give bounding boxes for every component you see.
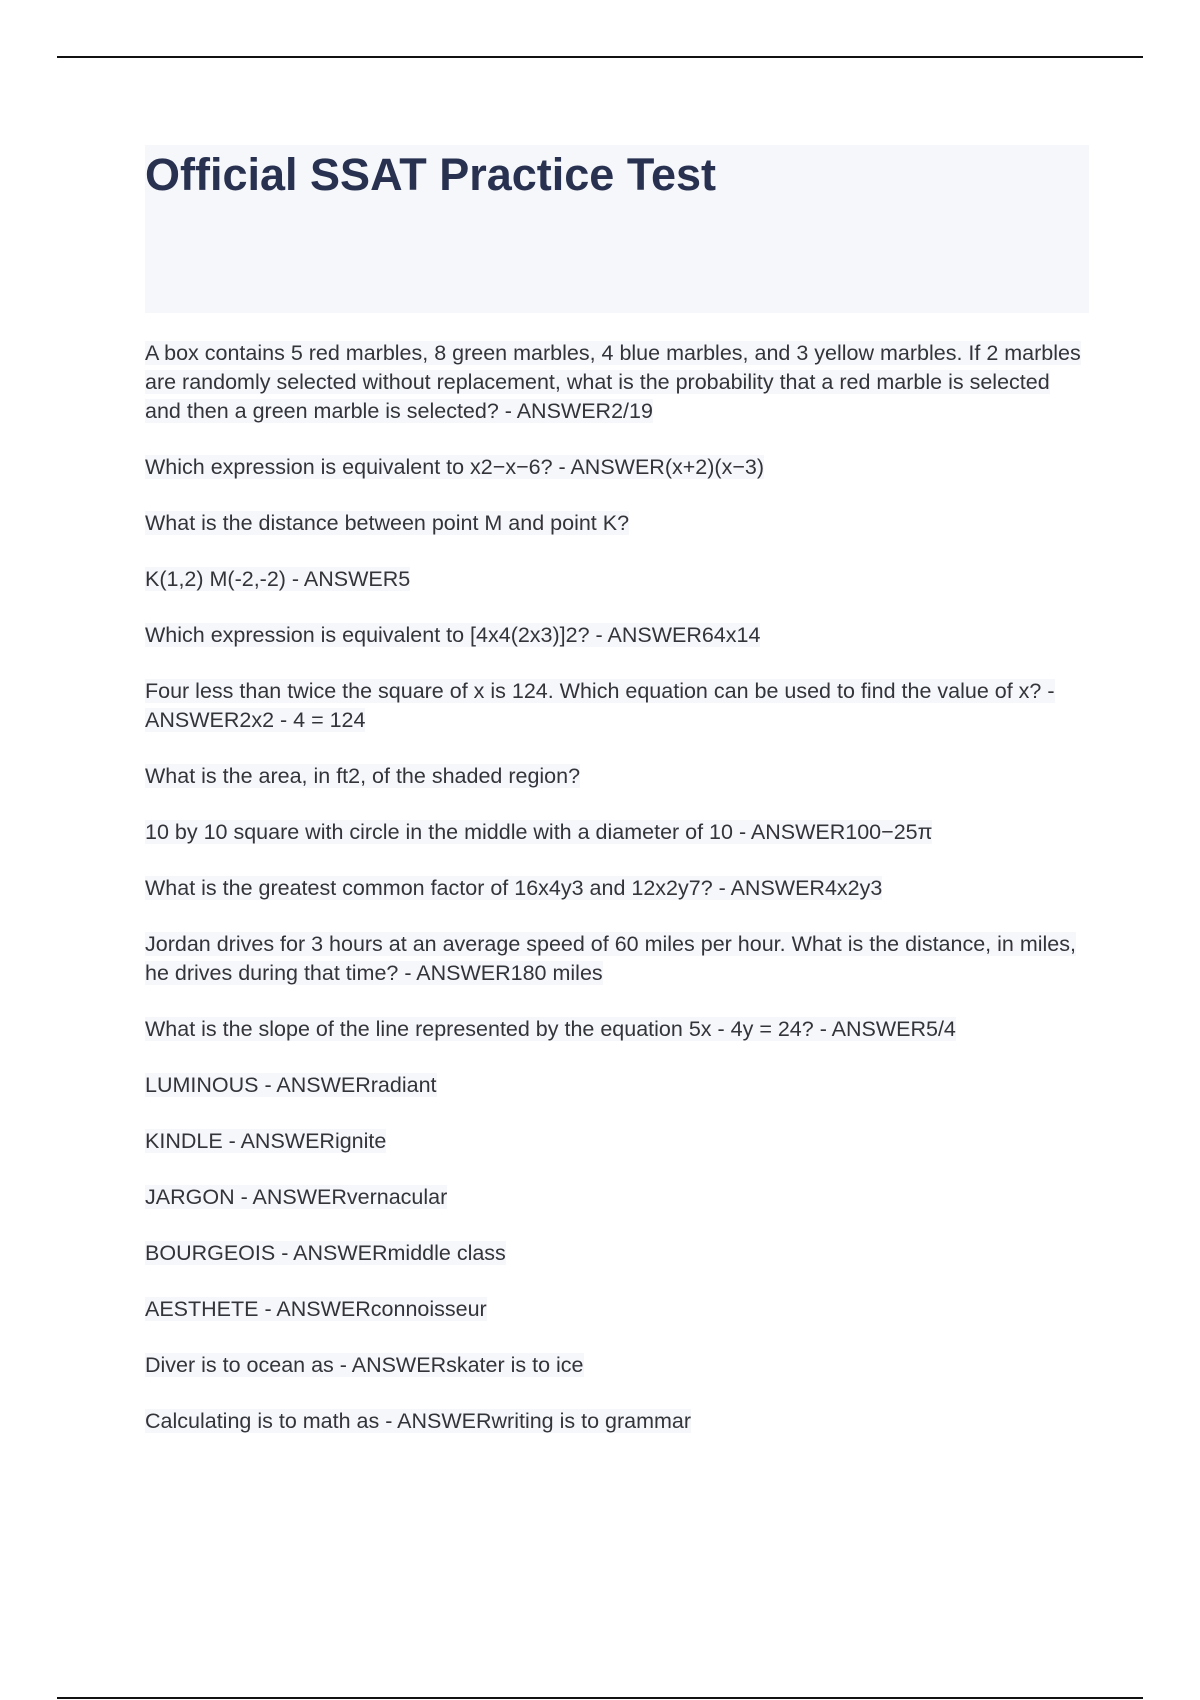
qa-item: Jordan drives for 3 hours at an average speed of 60 miles per hour. What is the distance, in miles, he drives during that time? - ANSWER180 miles bbox=[145, 932, 1076, 985]
qa-item: 10 by 10 square with circle in the middle with a diameter of 10 - ANSWER100−25π bbox=[145, 820, 933, 844]
qa-item: Four less than twice the square of x is 124. Which equation can be used to find the value of x? - ANSWER2x2 - 4 = 124 bbox=[145, 679, 1055, 732]
qa-item: KINDLE - ANSWERignite bbox=[145, 1129, 387, 1153]
document-body bbox=[145, 145, 1089, 1463]
title-block bbox=[145, 145, 1089, 313]
bottom-rule bbox=[57, 1697, 1143, 1699]
qa-item: K(1,2) M(-2,-2) - ANSWER5 bbox=[145, 567, 411, 591]
qa-item: Which expression is equivalent to [4x4(2x3)]2? - ANSWER64x14 bbox=[145, 623, 761, 647]
qa-item: Which expression is equivalent to x2−x−6? - ANSWER(x+2)(x−3) bbox=[145, 455, 764, 479]
qa-item: What is the greatest common factor of 16x4y3 and 12x2y7? - ANSWER4x2y3 bbox=[145, 876, 883, 900]
qa-item: BOURGEOIS - ANSWERmiddle class bbox=[145, 1241, 506, 1265]
qa-item: What is the distance between point M and point K? bbox=[145, 511, 630, 535]
qa-item: LUMINOUS - ANSWERradiant bbox=[145, 1073, 437, 1097]
qa-item: What is the area, in ft2, of the shaded region? bbox=[145, 764, 581, 788]
qa-item: Diver is to ocean as - ANSWERskater is to ice bbox=[145, 1353, 584, 1377]
qa-item: What is the slope of the line represented by the equation 5x - 4y = 24? - ANSWER5/4 bbox=[145, 1017, 956, 1041]
document-title: Official SSAT Practice Test bbox=[145, 149, 717, 200]
qa-item: A box contains 5 red marbles, 8 green marbles, 4 blue marbles, and 3 yellow marbles. If 2 marbles are randomly selected without replacement, what is the probability that a red marble is selected and then a green marble is selected? - ANSWER2/19 bbox=[145, 341, 1081, 423]
question-answer-list bbox=[145, 339, 1089, 1436]
top-rule bbox=[57, 56, 1143, 58]
qa-item: AESTHETE - ANSWERconnoisseur bbox=[145, 1297, 487, 1321]
qa-item: Calculating is to math as - ANSWERwriting is to grammar bbox=[145, 1409, 692, 1433]
qa-item: JARGON - ANSWERvernacular bbox=[145, 1185, 448, 1209]
